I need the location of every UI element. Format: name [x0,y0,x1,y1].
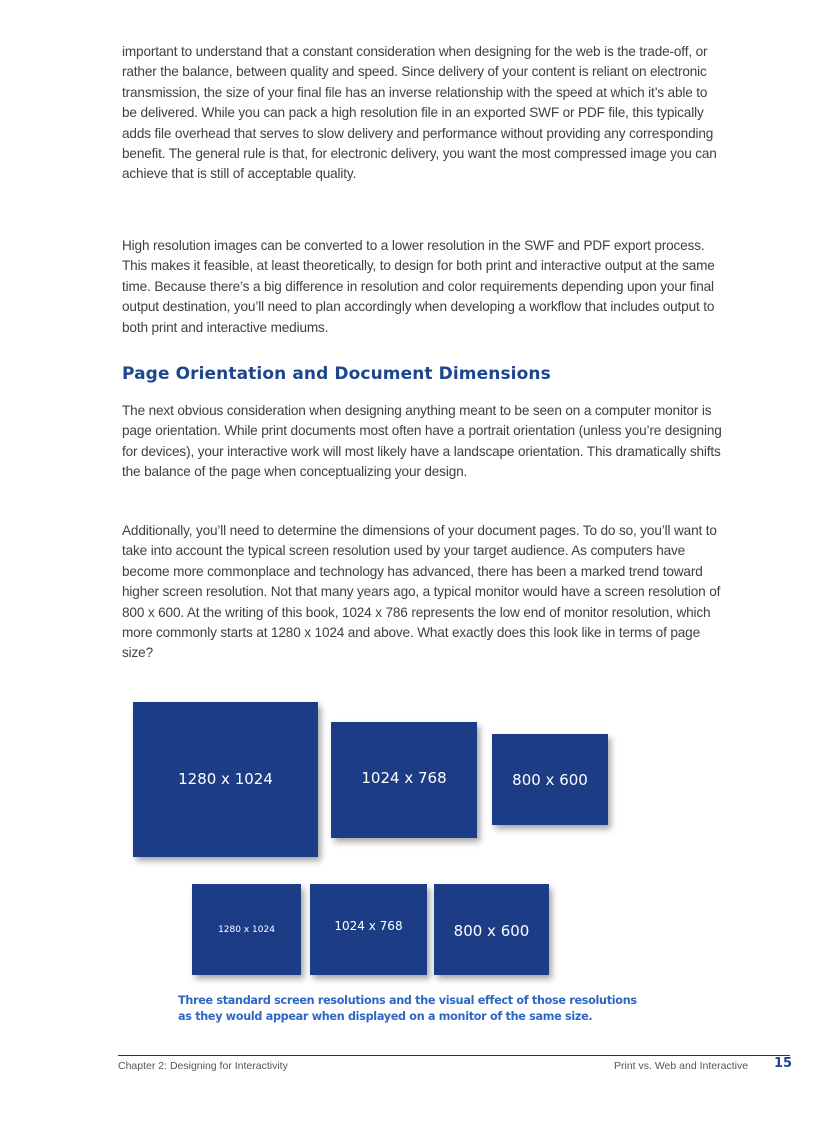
figure-caption [178,993,637,1024]
footer-section: Print vs. Web and Interactive [614,1060,749,1072]
monitor-box-1280x1024 [192,884,301,975]
footer-rule [118,1055,790,1056]
body-paragraph: High resolution images can be converted to a lower resolution in the SWF and PDF export process. This makes it feasible, at least theoretically, to design for both print and interactive output at the same time. Because there’s a big difference in resolution and color requirements depending upon your final output destination, you’ll need to plan accordingly when developing a workflow that includes output to both print and interactive mediums. [122,238,715,335]
body-paragraph: The next obvious consideration when designing anything meant to be seen on a computer monitor is page orientation. While print documents most often have a portrait orientation (unless you’re designing for devices), your interactive work will most likely have a landscape orientation. This dramatically shifts the balance of the page when conceptualizing your design. [122,403,722,480]
screen-box-label: 800 x 600 [512,770,588,789]
figure-caption-line: as they would appear when displayed on a monitor of the same size. [178,1009,593,1023]
page-number: 15 [774,1056,793,1071]
monitor-box-800x600 [434,884,549,975]
screen-box-1280x1024 [133,702,318,857]
screen-box-800x600 [492,734,608,825]
monitor-box-label: 800 x 600 [453,921,530,940]
body-paragraph: Additionally, you’ll need to determine the dimensions of your document pages. To do so, you’ll want to take into account the typical screen resolution used by your target audience. As computers have become more commonplace and technology has advanced, there has been a marked trend toward higher screen resolution. Not that many years ago, a typical monitor would have a screen resolution of 800 x 600. At the writing of this book, 1024 x 786 represents the low end of monitor resolution, which more commonly starts at 1280 x 1024 and above. What exactly does this look like in terms of page size? [122,523,721,661]
screen-box-1024x768 [331,722,477,838]
figure-caption-line: Three standard screen resolutions and the visual effect of those resolutions [178,994,637,1007]
monitor-box-label: 1024 x 768 [334,919,403,933]
screen-box-label: 1024 x 768 [361,769,447,787]
footer-chapter: Chapter 2: Designing for Interactivity [118,1060,288,1072]
monitor-box-label: 1280 x 1024 [218,924,275,935]
section-heading: Page Orientation and Document Dimensions [122,364,551,384]
screen-box-label: 1280 x 1024 [178,769,273,788]
monitor-box-1024x768 [310,884,427,975]
body-paragraph: important to understand that a constant consideration when designing for the web is the trade-off, or rather the balance, between quality and speed. Since delivery of your content is reliant on electronic transmission, the size of your final file has an inverse relationship with the speed at which it’s able to be delivered. While you can pack a high resolution file in an exported SWF or PDF file, this typically adds file overhead that serves to slow delivery and performance without providing any corresponding benefit. The general rule is that, for electronic delivery, you want the most compressed image you can achieve that is still of acceptable quality. [122,44,717,182]
